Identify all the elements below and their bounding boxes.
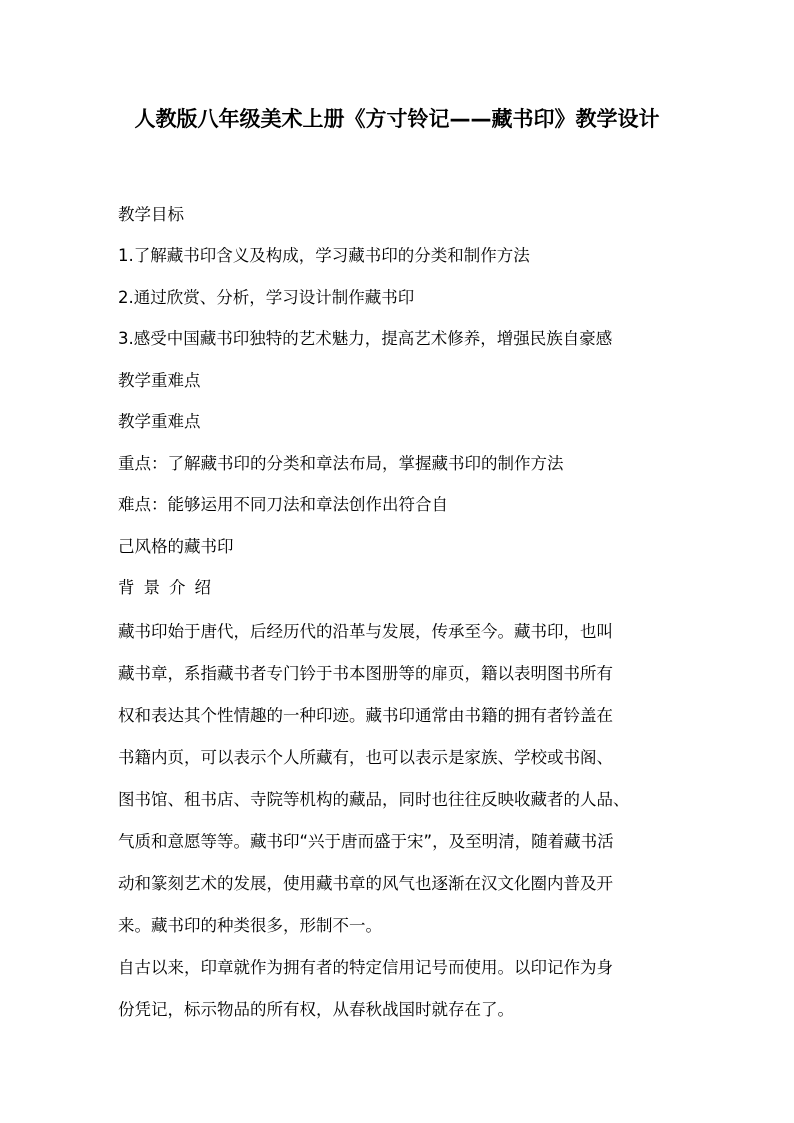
paragraph-line: 自古以来，印章就作为拥有者的特定信用记号而使用。以印记作为身 [118,958,613,977]
paragraph-line: 权和表达其个性情趣的一种印迹。藏书印通常由书籍的拥有者钤盖在 [118,706,613,725]
paragraph-line: 藏书印始于唐代，后经历代的沿革与发展，传承至今。藏书印，也叫 [118,622,613,641]
objective-2: 2.通过欣赏、分析，学习设计制作藏书印 [118,288,415,307]
paragraph-line: 来。藏书印的种类很多，形制不一。 [118,916,382,935]
paragraph-line: 动和篆刻艺术的发展，使用藏书章的风气也逐渐在汉文化圈内普及开 [118,874,613,893]
section-heading-key-points: 教学重难点 [118,371,201,390]
difficult-point: 难点：能够运用不同刀法和章法创作出符合自 [118,495,448,514]
objective-1: 1.了解藏书印含义及构成，学习藏书印的分类和制作方法 [118,246,530,265]
section-heading-background: 背景介绍 [118,578,220,597]
paragraph-line: 藏书章，系指藏书者专门钤于书本图册等的扉页，籍以表明图书所有 [118,664,613,683]
paragraph-line: 气质和意愿等等。藏书印“兴于唐而盛于宋”，及至明清，随着藏书活 [118,832,614,851]
section-heading-key-points-repeat: 教学重难点 [118,412,201,431]
paragraph-line: 图书馆、租书店、寺院等机构的藏品，同时也往往反映收藏者的人品、 [118,790,630,809]
paragraph-line: 书籍内页，可以表示个人所藏有，也可以表示是家族、学校或书阁、 [118,748,613,767]
paragraph-line: 份凭记，标示物品的所有权，从春秋战国时就存在了。 [118,1000,514,1019]
key-point: 重点：了解藏书印的分类和章法布局，掌握藏书印的制作方法 [118,454,564,473]
difficult-point-continued: 己风格的藏书印 [118,537,234,556]
objective-3: 3.感受中国藏书印独特的艺术魅力，提高艺术修养，增强民族自豪感 [118,329,613,348]
document-title: 人教版八年级美术上册《方寸铃记——藏书印》教学设计 [134,107,660,131]
section-heading-objectives: 教学目标 [118,205,184,224]
